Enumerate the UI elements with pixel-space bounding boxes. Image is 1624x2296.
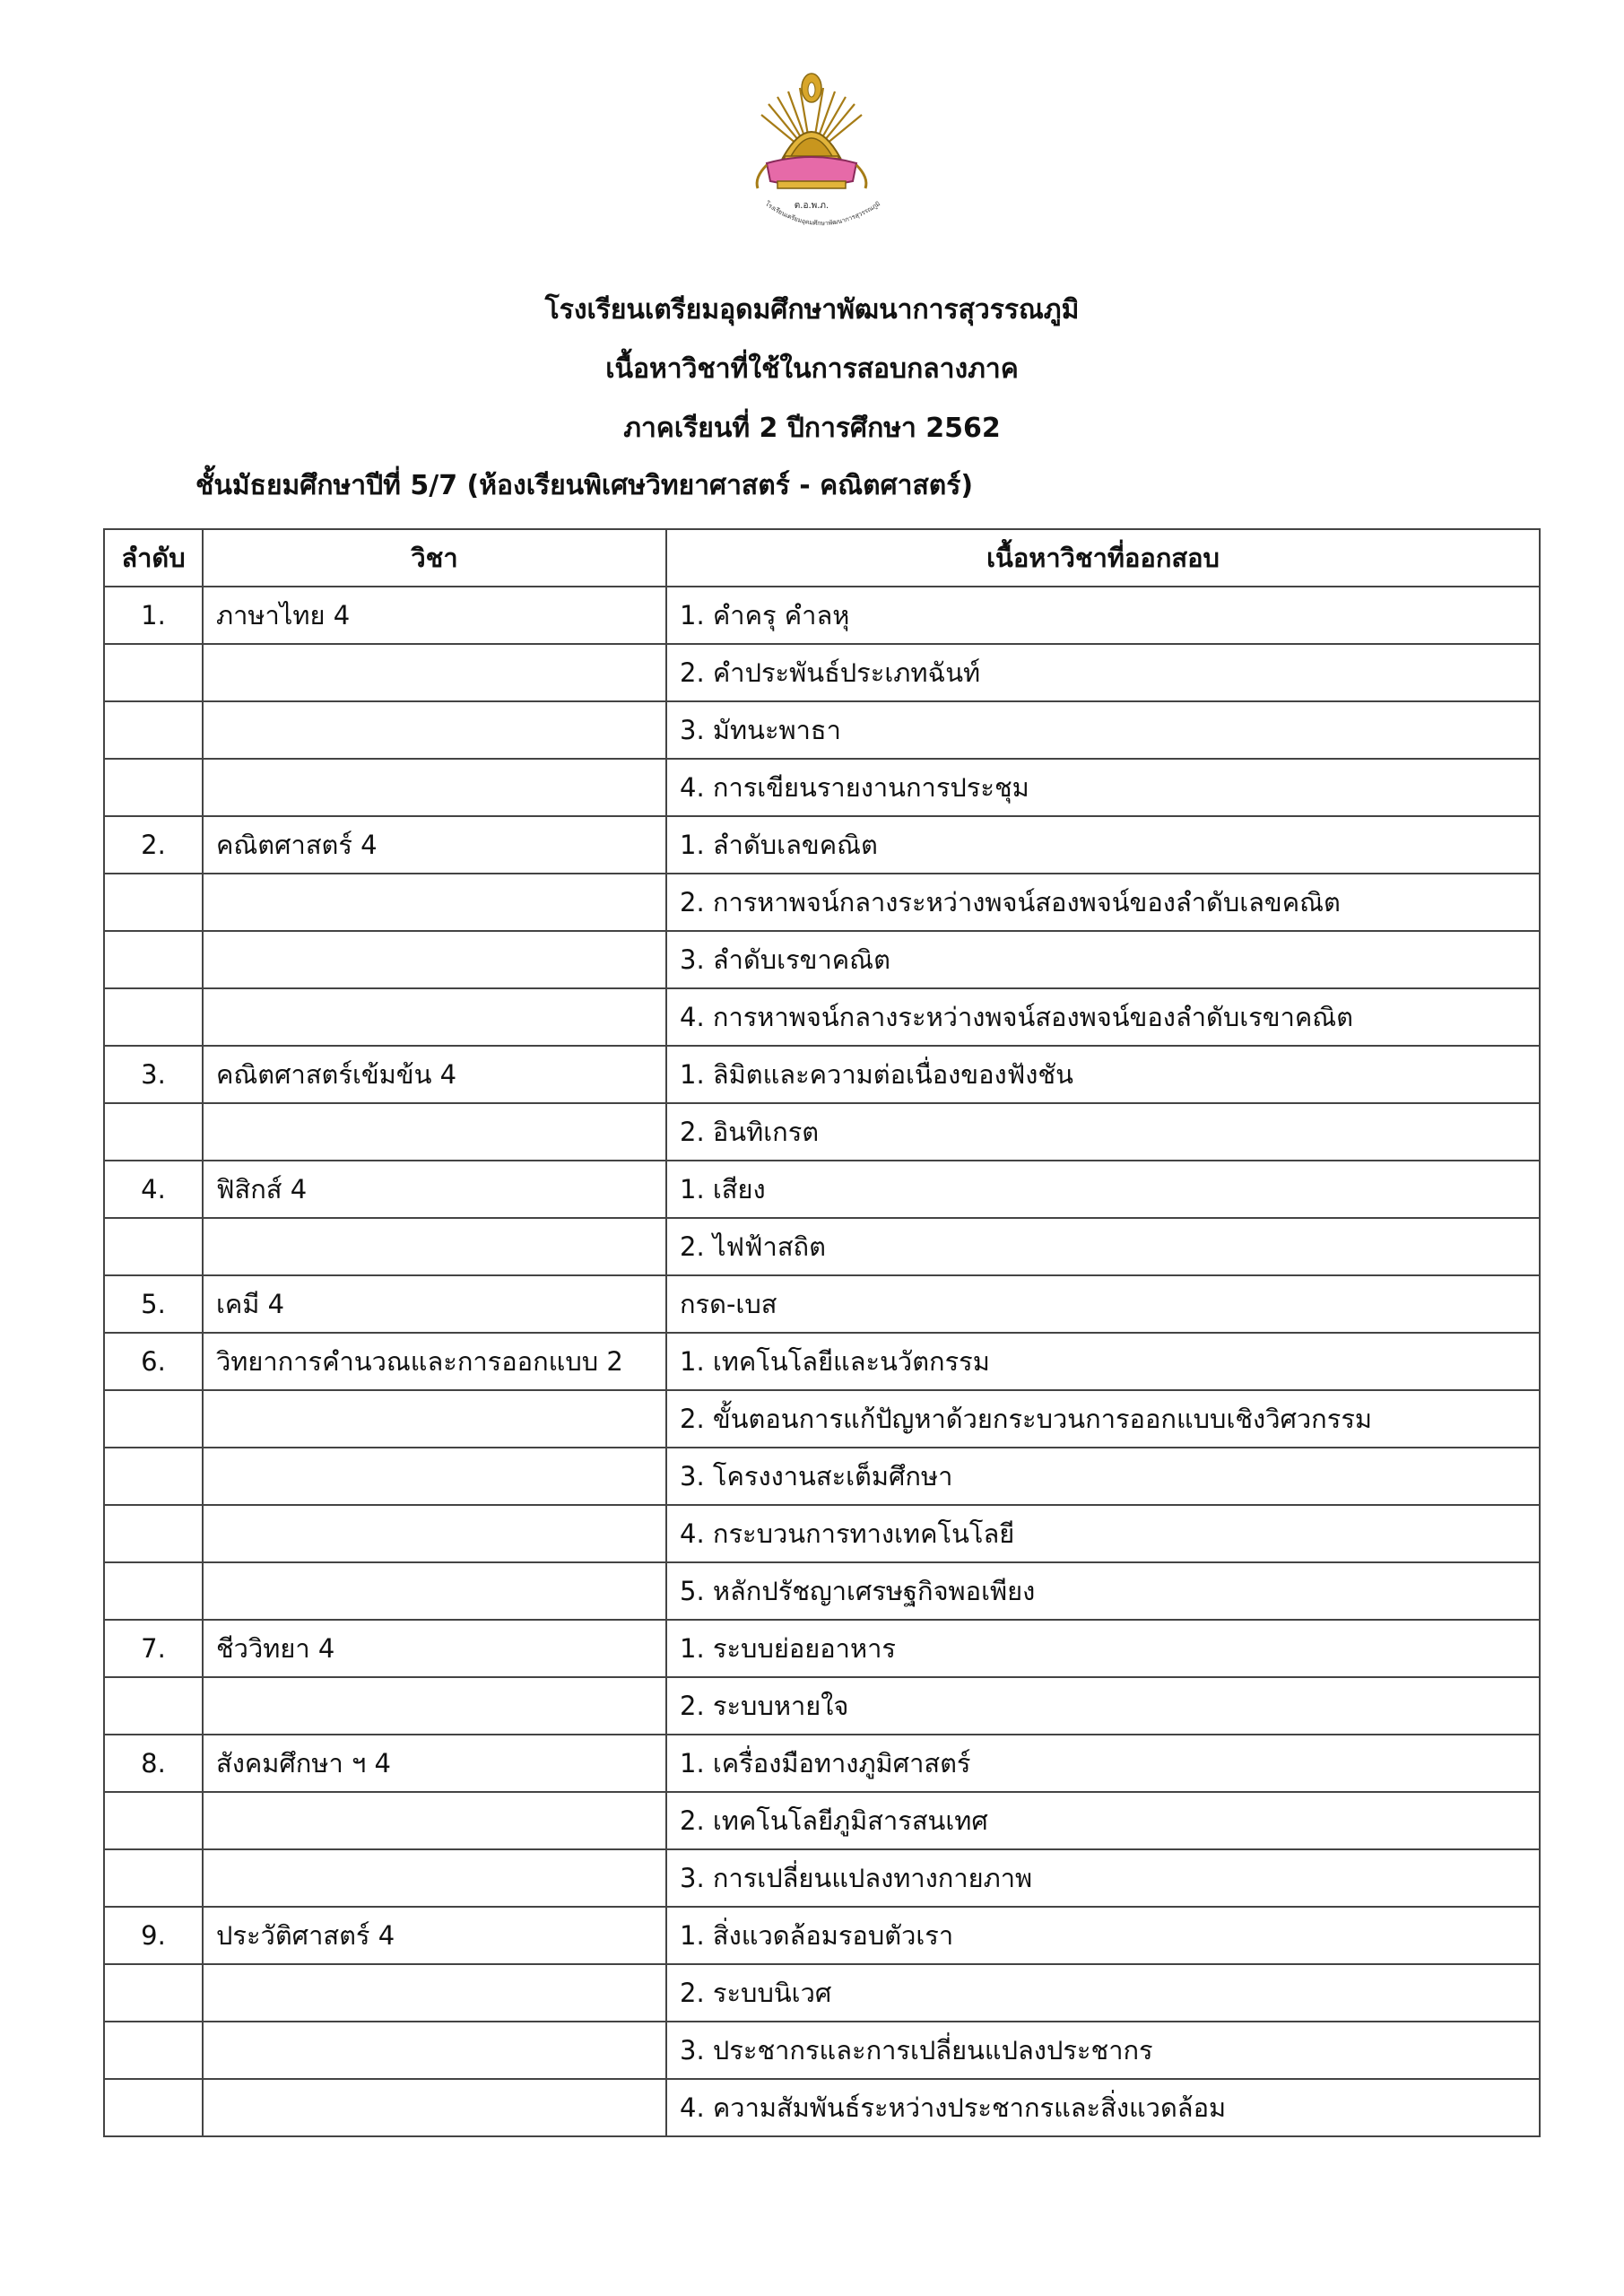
cell-order: [104, 644, 203, 701]
cell-subject: [203, 2022, 666, 2079]
cell-content: 2. ขั้นตอนการแก้ปัญหาด้วยกระบวนการออกแบบเชิงวิศวกรรม: [666, 1390, 1540, 1448]
cell-order: [104, 1218, 203, 1275]
cell-subject: ชีววิทยา 4: [203, 1620, 666, 1677]
cell-content: 1. ระบบย่อยอาหาร: [666, 1620, 1540, 1677]
cell-order: [104, 874, 203, 931]
cell-subject: [203, 1849, 666, 1907]
table-row: [104, 2079, 1540, 2136]
cell-subject: ภาษาไทย 4: [203, 587, 666, 644]
table-row: [104, 1735, 1540, 1792]
table-row: [104, 1849, 1540, 1907]
table-row: [104, 1103, 1540, 1161]
cell-order: [104, 759, 203, 816]
cell-content: 1. เครื่องมือทางภูมิศาสตร์: [666, 1735, 1540, 1792]
table-row: [104, 759, 1540, 816]
cell-subject: วิทยาการคำนวณและการออกแบบ 2: [203, 1333, 666, 1390]
cell-content: 4. ความสัมพันธ์ระหว่างประชากรและสิ่งแวดล้อม: [666, 2079, 1540, 2136]
table-row: [104, 1218, 1540, 1275]
cell-order: 7.: [104, 1620, 203, 1677]
cell-order: 4.: [104, 1161, 203, 1218]
cell-subject: [203, 1792, 666, 1849]
cell-content: 1. เทคโนโลยีและนวัตกรรม: [666, 1333, 1540, 1390]
cell-content: 3. โครงงานสะเต็มศึกษา: [666, 1448, 1540, 1505]
header-subject: วิชา: [203, 529, 666, 587]
cell-content: 2. เทคโนโลยีภูมิสารสนเทศ: [666, 1792, 1540, 1849]
cell-subject: [203, 1448, 666, 1505]
table-header-row: [104, 529, 1540, 587]
table-row: [104, 1964, 1540, 2022]
cell-content: 4. การเขียนรายงานการประชุม: [666, 759, 1540, 816]
header-order: ลำดับ: [104, 529, 203, 587]
table-row: [104, 644, 1540, 701]
cell-order: [104, 1103, 203, 1161]
cell-content: 3. ลำดับเรขาคณิต: [666, 931, 1540, 988]
cell-content: 1. คำครุ คำลหุ: [666, 587, 1540, 644]
emblem-caption: โรงเรียนเตรียมอุดมศึกษาพัฒนาการสุวรรณภูมิ: [763, 200, 882, 228]
cell-order: [104, 1562, 203, 1620]
cell-content: กรด-เบส: [666, 1275, 1540, 1333]
cell-order: [104, 2022, 203, 2079]
school-emblem-logo: [731, 70, 919, 258]
cell-subject: [203, 931, 666, 988]
cell-subject: [203, 701, 666, 759]
cell-content: 3. มัทนะพาธา: [666, 701, 1540, 759]
table-row: [104, 2022, 1540, 2079]
cell-order: [104, 701, 203, 759]
table-row: [104, 1448, 1540, 1505]
exam-content-table: [103, 528, 1541, 2137]
cell-subject: [203, 1505, 666, 1562]
cell-subject: [203, 2079, 666, 2136]
class-info-heading: ชั้นมัธยมศึกษาปีที่ 5/7 (ห้องเรียนพิเศษวิทยาศาสตร์ - คณิตศาสตร์): [195, 470, 974, 501]
emblem-abbreviation: ต.อ.พ.ภ.: [794, 201, 829, 211]
cell-subject: คณิตศาสตร์ 4: [203, 816, 666, 874]
table-row: [104, 1677, 1540, 1735]
table-row: [104, 816, 1540, 874]
cell-order: 6.: [104, 1333, 203, 1390]
table-row: [104, 1620, 1540, 1677]
document-title: เนื้อหาวิชาที่ใช้ในการสอบกลางภาค: [605, 353, 1019, 385]
table-row: [104, 587, 1540, 644]
table-row: [104, 1907, 1540, 1964]
cell-content: 2. การหาพจน์กลางระหว่างพจน์สองพจน์ของลำดับเลขคณิต: [666, 874, 1540, 931]
cell-subject: เคมี 4: [203, 1275, 666, 1333]
cell-content: 5. หลักปรัชญาเศรษฐกิจพอเพียง: [666, 1562, 1540, 1620]
cell-order: [104, 1677, 203, 1735]
cell-subject: สังคมศึกษา ฯ 4: [203, 1735, 666, 1792]
cell-subject: [203, 1677, 666, 1735]
cell-subject: [203, 874, 666, 931]
cell-subject: [203, 1390, 666, 1448]
cell-content: 1. เสียง: [666, 1161, 1540, 1218]
cell-content: 1. ลิมิตและความต่อเนื่องของฟังชัน: [666, 1046, 1540, 1103]
table-row: [104, 1390, 1540, 1448]
cell-subject: [203, 759, 666, 816]
cell-order: [104, 1964, 203, 2022]
table-row: [104, 1562, 1540, 1620]
cell-order: [104, 1505, 203, 1562]
cell-subject: คณิตศาสตร์เข้มข้น 4: [203, 1046, 666, 1103]
cell-content: 4. กระบวนการทางเทคโนโลยี: [666, 1505, 1540, 1562]
cell-content: 2. คำประพันธ์ประเภทฉันท์: [666, 644, 1540, 701]
cell-subject: [203, 644, 666, 701]
cell-content: 1. ลำดับเลขคณิต: [666, 816, 1540, 874]
cell-subject: ประวัติศาสตร์ 4: [203, 1907, 666, 1964]
cell-content: 2. ระบบนิเวศ: [666, 1964, 1540, 2022]
table-row: [104, 701, 1540, 759]
cell-content: 2. อินทิเกรต: [666, 1103, 1540, 1161]
cell-order: [104, 1448, 203, 1505]
school-name-heading: โรงเรียนเตรียมอุดมศึกษาพัฒนาการสุวรรณภูมิ: [544, 294, 1080, 326]
cell-order: [104, 988, 203, 1046]
cell-subject: [203, 1103, 666, 1161]
cell-order: [104, 931, 203, 988]
table-row: [104, 1161, 1540, 1218]
table-row: [104, 931, 1540, 988]
table-row: [104, 1275, 1540, 1333]
cell-order: 5.: [104, 1275, 203, 1333]
table-row: [104, 1046, 1540, 1103]
cell-order: [104, 1390, 203, 1448]
cell-content: 2. ระบบหายใจ: [666, 1677, 1540, 1735]
cell-subject: [203, 1218, 666, 1275]
cell-content: 3. การเปลี่ยนแปลงทางกายภาพ: [666, 1849, 1540, 1907]
table-row: [104, 1792, 1540, 1849]
cell-order: 8.: [104, 1735, 203, 1792]
table-row: [104, 1505, 1540, 1562]
table-row: [104, 874, 1540, 931]
cell-subject: [203, 1562, 666, 1620]
cell-content: 1. สิ่งแวดล้อมรอบตัวเรา: [666, 1907, 1540, 1964]
cell-subject: [203, 988, 666, 1046]
cell-order: 2.: [104, 816, 203, 874]
cell-content: 4. การหาพจน์กลางระหว่างพจน์สองพจน์ของลำดับเรขาคณิต: [666, 988, 1540, 1046]
table-row: [104, 1333, 1540, 1390]
cell-content: 2. ไฟฟ้าสถิต: [666, 1218, 1540, 1275]
cell-subject: ฟิสิกส์ 4: [203, 1161, 666, 1218]
table-row: [104, 988, 1540, 1046]
cell-content: 3. ประชากรและการเปลี่ยนแปลงประชากร: [666, 2022, 1540, 2079]
cell-order: [104, 1792, 203, 1849]
cell-order: 3.: [104, 1046, 203, 1103]
header-content: เนื้อหาวิชาที่ออกสอบ: [666, 529, 1540, 587]
cell-order: 1.: [104, 587, 203, 644]
cell-order: 9.: [104, 1907, 203, 1964]
cell-order: [104, 1849, 203, 1907]
cell-order: [104, 2079, 203, 2136]
semester-heading: ภาคเรียนที่ 2 ปีการศึกษา 2562: [623, 413, 1001, 444]
cell-subject: [203, 1964, 666, 2022]
